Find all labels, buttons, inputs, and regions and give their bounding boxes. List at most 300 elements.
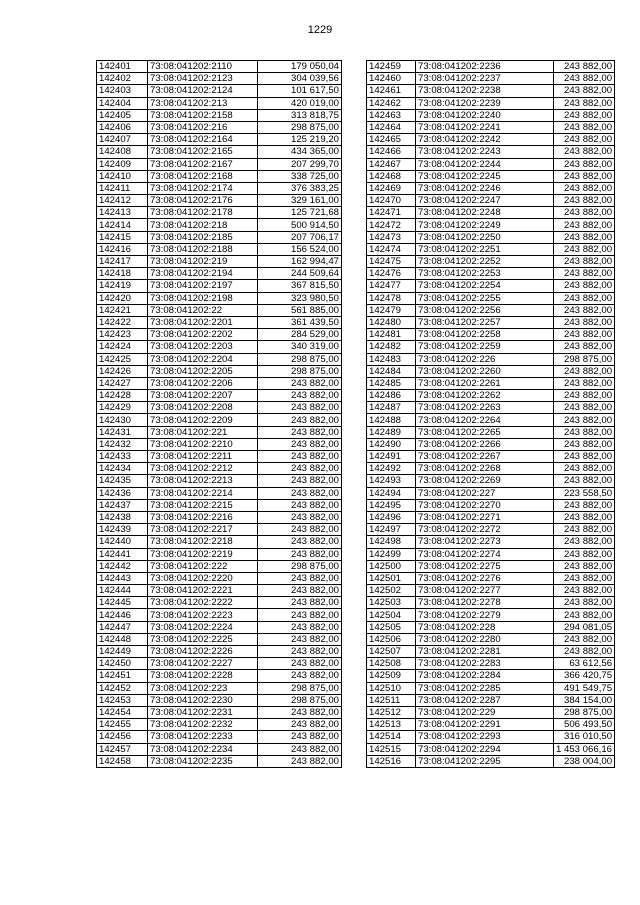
- cadastral-number: 73:08:041202:218: [148, 219, 258, 231]
- row-number: 142441: [97, 548, 148, 560]
- cadastral-number: 73:08:041202:2236: [416, 61, 554, 73]
- cadastral-number: 73:08:041202:2249: [416, 219, 554, 231]
- cadastral-number: 73:08:041202:2213: [148, 475, 258, 487]
- cadastral-number: 73:08:041202:2280: [416, 633, 554, 645]
- table-row: [97, 646, 342, 658]
- table-row: [97, 658, 342, 670]
- table-row: [367, 694, 615, 706]
- table-row: [97, 243, 342, 255]
- amount: 243 882,00: [554, 243, 615, 255]
- table-row: [367, 243, 615, 255]
- table-row: [367, 182, 615, 194]
- row-number: 142436: [97, 487, 148, 499]
- amount: 243 882,00: [554, 548, 615, 560]
- row-number: 142448: [97, 633, 148, 645]
- cadastral-number: 73:08:041202:2255: [416, 292, 554, 304]
- cadastral-number: 73:08:041202:2263: [416, 402, 554, 414]
- table-row: [367, 536, 615, 548]
- table-row: [97, 585, 342, 597]
- cadastral-number: 73:08:041202:2205: [148, 365, 258, 377]
- cadastral-number: 73:08:041202:2243: [416, 146, 554, 158]
- amount: 243 882,00: [258, 487, 342, 499]
- row-number: 142412: [97, 195, 148, 207]
- row-number: 142460: [367, 73, 416, 85]
- row-number: 142446: [97, 609, 148, 621]
- table-row: [367, 426, 615, 438]
- cadastral-number: 73:08:041202:2226: [148, 646, 258, 658]
- cadastral-number: 73:08:041202:2244: [416, 158, 554, 170]
- row-number: 142461: [367, 85, 416, 97]
- amount: 434 365,00: [258, 146, 342, 158]
- table-row: [97, 511, 342, 523]
- row-number: 142468: [367, 170, 416, 182]
- row-number: 142470: [367, 195, 416, 207]
- row-number: 142442: [97, 560, 148, 572]
- cadastral-number: 73:08:041202:2240: [416, 109, 554, 121]
- cadastral-number: 73:08:041202:2284: [416, 670, 554, 682]
- row-number: 142426: [97, 365, 148, 377]
- table-row: [367, 219, 615, 231]
- cadastral-number: 73:08:041202:2257: [416, 316, 554, 328]
- row-number: 142491: [367, 451, 416, 463]
- cadastral-number: 73:08:041202:2291: [416, 719, 554, 731]
- cadastral-number: 73:08:041202:2174: [148, 182, 258, 194]
- table-row: [97, 682, 342, 694]
- table-row: [367, 402, 615, 414]
- row-number: 142408: [97, 146, 148, 158]
- table-row: [367, 304, 615, 316]
- amount: 243 882,00: [554, 438, 615, 450]
- amount: 223 558,50: [554, 487, 615, 499]
- row-number: 142414: [97, 219, 148, 231]
- cadastral-number: 73:08:041202:2246: [416, 182, 554, 194]
- table-row: [367, 438, 615, 450]
- amount: 243 882,00: [554, 329, 615, 341]
- amount: 243 882,00: [258, 536, 342, 548]
- amount: 243 882,00: [554, 73, 615, 85]
- row-number: 142427: [97, 377, 148, 389]
- cadastral-number: 73:08:041202:2277: [416, 585, 554, 597]
- row-number: 142512: [367, 706, 416, 718]
- amount: 243 882,00: [554, 219, 615, 231]
- table-row: [367, 256, 615, 268]
- row-number: 142431: [97, 426, 148, 438]
- table-row: [367, 463, 615, 475]
- table-row: [97, 487, 342, 499]
- cadastral-number: 73:08:041202:2217: [148, 524, 258, 536]
- cadastral-number: 73:08:041202:2165: [148, 146, 258, 158]
- cadastral-number: 73:08:041202:2211: [148, 451, 258, 463]
- table-row: [367, 170, 615, 182]
- amount: 243 882,00: [258, 597, 342, 609]
- row-number: 142479: [367, 304, 416, 316]
- table-row: [97, 609, 342, 621]
- row-number: 142411: [97, 182, 148, 194]
- table-row: [367, 597, 615, 609]
- row-number: 142404: [97, 97, 148, 109]
- cadastral-number: 73:08:041202:2221: [148, 585, 258, 597]
- cadastral-number: 73:08:041202:2239: [416, 97, 554, 109]
- cadastral-number: 73:08:041202:22: [148, 304, 258, 316]
- row-number: 142515: [367, 743, 416, 755]
- table-row: [367, 121, 615, 133]
- table-row: [367, 353, 615, 365]
- table-row: [367, 451, 615, 463]
- amount: 366 420,75: [554, 670, 615, 682]
- row-number: 142409: [97, 158, 148, 170]
- row-number: 142500: [367, 560, 416, 572]
- amount: 376 383,25: [258, 182, 342, 194]
- table-row: [367, 134, 615, 146]
- amount: 243 882,00: [258, 524, 342, 536]
- cadastral-number: 73:08:041202:2214: [148, 487, 258, 499]
- table-row: [367, 146, 615, 158]
- cadastral-number: 73:08:041202:2258: [416, 329, 554, 341]
- table-row: [367, 207, 615, 219]
- table-row: [97, 572, 342, 584]
- table-row: [97, 451, 342, 463]
- amount: 243 882,00: [554, 475, 615, 487]
- cadastral-number: 73:08:041202:2164: [148, 134, 258, 146]
- cadastral-number: 73:08:041202:2247: [416, 195, 554, 207]
- amount: 243 882,00: [554, 402, 615, 414]
- cadastral-number: 73:08:041202:2224: [148, 621, 258, 633]
- cadastral-number: 73:08:041202:2176: [148, 195, 258, 207]
- cadastral-number: 73:08:041202:2220: [148, 572, 258, 584]
- table-row: [97, 73, 342, 85]
- amount: 243 882,00: [258, 511, 342, 523]
- row-number: 142506: [367, 633, 416, 645]
- table-row: [367, 719, 615, 731]
- amount: 156 524,00: [258, 243, 342, 255]
- table-row: [367, 329, 615, 341]
- row-number: 142419: [97, 280, 148, 292]
- cadastral-number: 73:08:041202:2274: [416, 548, 554, 560]
- amount: 316 010,50: [554, 731, 615, 743]
- row-number: 142422: [97, 316, 148, 328]
- cadastral-number: 73:08:041202:2242: [416, 134, 554, 146]
- amount: 243 882,00: [554, 268, 615, 280]
- table-row: [97, 292, 342, 304]
- cadastral-number: 73:08:041202:2238: [416, 85, 554, 97]
- cadastral-number: 73:08:041202:2293: [416, 731, 554, 743]
- row-number: 142476: [367, 268, 416, 280]
- table-row: [97, 85, 342, 97]
- row-number: 142482: [367, 341, 416, 353]
- row-number: 142475: [367, 256, 416, 268]
- table-row: [367, 390, 615, 402]
- table-row: [97, 268, 342, 280]
- table-row: [367, 731, 615, 743]
- amount: 243 882,00: [554, 195, 615, 207]
- cadastral-number: 73:08:041202:2215: [148, 499, 258, 511]
- amount: 243 882,00: [554, 365, 615, 377]
- amount: 298 875,00: [554, 706, 615, 718]
- cadastral-number: 73:08:041202:2198: [148, 292, 258, 304]
- cadastral-number: 73:08:041202:2230: [148, 694, 258, 706]
- amount: 243 882,00: [554, 304, 615, 316]
- row-number: 142457: [97, 743, 148, 755]
- row-number: 142505: [367, 621, 416, 633]
- table-row: [97, 694, 342, 706]
- row-number: 142403: [97, 85, 148, 97]
- cadastral-number: 73:08:041202:2218: [148, 536, 258, 548]
- cadastral-number: 73:08:041202:2267: [416, 451, 554, 463]
- table-row: [367, 609, 615, 621]
- table-row: [367, 377, 615, 389]
- amount: 243 882,00: [554, 207, 615, 219]
- row-number: 142444: [97, 585, 148, 597]
- cadastral-number: 73:08:041202:2241: [416, 121, 554, 133]
- cadastral-number: 73:08:041202:2252: [416, 256, 554, 268]
- cadastral-number: 73:08:041202:228: [416, 621, 554, 633]
- cadastral-number: 73:08:041202:2251: [416, 243, 554, 255]
- table-row: [367, 621, 615, 633]
- cadastral-number: 73:08:041202:2278: [416, 597, 554, 609]
- cadastral-number: 73:08:041202:2295: [416, 755, 554, 767]
- table-row: [367, 548, 615, 560]
- row-number: 142487: [367, 402, 416, 414]
- table-row: [367, 585, 615, 597]
- table-row: [367, 316, 615, 328]
- table-row: [97, 158, 342, 170]
- cadastral-number: 73:08:041202:2225: [148, 633, 258, 645]
- row-number: 142415: [97, 231, 148, 243]
- amount: 243 882,00: [554, 426, 615, 438]
- table-row: [97, 134, 342, 146]
- row-number: 142508: [367, 658, 416, 670]
- row-number: 142490: [367, 438, 416, 450]
- table-row: [97, 280, 342, 292]
- cadastral-number: 73:08:041202:229: [416, 706, 554, 718]
- cadastral-number: 73:08:041202:2285: [416, 682, 554, 694]
- amount: 243 882,00: [554, 633, 615, 645]
- page-number: 1229: [307, 24, 333, 36]
- table-row: [97, 524, 342, 536]
- amount: 243 882,00: [258, 426, 342, 438]
- table-row: [367, 292, 615, 304]
- table-row: [97, 390, 342, 402]
- row-number: 142469: [367, 182, 416, 194]
- table-row: [367, 706, 615, 718]
- amount: 243 882,00: [258, 731, 342, 743]
- amount: 243 882,00: [258, 572, 342, 584]
- amount: 298 875,00: [258, 682, 342, 694]
- cadastral-number: 73:08:041202:2264: [416, 414, 554, 426]
- row-number: 142498: [367, 536, 416, 548]
- row-number: 142439: [97, 524, 148, 536]
- table-row: [367, 511, 615, 523]
- cadastral-number: 73:08:041202:2283: [416, 658, 554, 670]
- table-row: [367, 85, 615, 97]
- amount: 298 875,00: [258, 365, 342, 377]
- cadastral-number: 73:08:041202:2185: [148, 231, 258, 243]
- amount: 243 882,00: [258, 475, 342, 487]
- row-number: 142485: [367, 377, 416, 389]
- amount: 243 882,00: [554, 97, 615, 109]
- row-number: 142464: [367, 121, 416, 133]
- amount: 243 882,00: [258, 463, 342, 475]
- cadastral-number: 73:08:041202:2237: [416, 73, 554, 85]
- row-number: 142513: [367, 719, 416, 731]
- amount: 243 882,00: [554, 85, 615, 97]
- cadastral-number: 73:08:041202:2204: [148, 353, 258, 365]
- row-number: 142489: [367, 426, 416, 438]
- table-row: [97, 536, 342, 548]
- amount: 304 039,56: [258, 73, 342, 85]
- row-number: 142477: [367, 280, 416, 292]
- cadastral-number: 73:08:041202:2123: [148, 73, 258, 85]
- row-number: 142473: [367, 231, 416, 243]
- amount: 243 882,00: [554, 170, 615, 182]
- cadastral-number: 73:08:041202:2262: [416, 390, 554, 402]
- amount: 243 882,00: [554, 316, 615, 328]
- table-row: [367, 682, 615, 694]
- amount: 313 818,75: [258, 109, 342, 121]
- row-number: 142495: [367, 499, 416, 511]
- amount: 243 882,00: [258, 621, 342, 633]
- table-row: [97, 121, 342, 133]
- cadastral-number: 73:08:041202:2265: [416, 426, 554, 438]
- row-number: 142503: [367, 597, 416, 609]
- amount: 298 875,00: [258, 121, 342, 133]
- table-row: [367, 646, 615, 658]
- table-row: [367, 61, 615, 73]
- amount: 243 882,00: [554, 121, 615, 133]
- amount: 243 882,00: [258, 585, 342, 597]
- left-table: [96, 60, 342, 768]
- row-number: 142493: [367, 475, 416, 487]
- amount: 243 882,00: [554, 646, 615, 658]
- amount: 384 154,00: [554, 694, 615, 706]
- table-row: [367, 158, 615, 170]
- amount: 243 882,00: [554, 231, 615, 243]
- cadastral-number: 73:08:041202:2216: [148, 511, 258, 523]
- row-number: 142452: [97, 682, 148, 694]
- amount: 243 882,00: [258, 414, 342, 426]
- table-row: [367, 633, 615, 645]
- table-row: [367, 572, 615, 584]
- amount: 243 882,00: [554, 182, 615, 194]
- table-row: [97, 731, 342, 743]
- cadastral-number: 73:08:041202:2271: [416, 511, 554, 523]
- cadastral-number: 73:08:041202:2206: [148, 377, 258, 389]
- cadastral-number: 73:08:041202:2223: [148, 609, 258, 621]
- amount: 243 882,00: [258, 548, 342, 560]
- amount: 323 980,50: [258, 292, 342, 304]
- cadastral-number: 73:08:041202:2203: [148, 341, 258, 353]
- row-number: 142497: [367, 524, 416, 536]
- table-row: [97, 633, 342, 645]
- cadastral-number: 73:08:041202:2178: [148, 207, 258, 219]
- amount: 125 721,68: [258, 207, 342, 219]
- row-number: 142481: [367, 329, 416, 341]
- row-number: 142435: [97, 475, 148, 487]
- row-number: 142405: [97, 109, 148, 121]
- amount: 238 004,00: [554, 755, 615, 767]
- row-number: 142486: [367, 390, 416, 402]
- amount: 243 882,00: [258, 633, 342, 645]
- amount: 243 882,00: [554, 280, 615, 292]
- row-number: 142474: [367, 243, 416, 255]
- amount: 243 882,00: [258, 499, 342, 511]
- row-number: 142421: [97, 304, 148, 316]
- amount: 243 882,00: [554, 463, 615, 475]
- amount: 491 549,75: [554, 682, 615, 694]
- table-row: [97, 170, 342, 182]
- amount: 243 882,00: [554, 597, 615, 609]
- table-row: [97, 61, 342, 73]
- row-number: 142453: [97, 694, 148, 706]
- amount: 207 299,70: [258, 158, 342, 170]
- amount: 298 875,00: [554, 353, 615, 365]
- cadastral-number: 73:08:041202:2287: [416, 694, 554, 706]
- table-row: [367, 268, 615, 280]
- right-table: [366, 60, 615, 768]
- row-number: 142454: [97, 706, 148, 718]
- table-row: [367, 499, 615, 511]
- table-row: [97, 304, 342, 316]
- row-number: 142488: [367, 414, 416, 426]
- amount: 243 882,00: [554, 134, 615, 146]
- cadastral-number: 73:08:041202:2268: [416, 463, 554, 475]
- amount: 243 882,00: [554, 572, 615, 584]
- row-number: 142465: [367, 134, 416, 146]
- cadastral-number: 73:08:041202:2272: [416, 524, 554, 536]
- table-row: [97, 97, 342, 109]
- cadastral-number: 73:08:041202:2194: [148, 268, 258, 280]
- row-number: 142433: [97, 451, 148, 463]
- cadastral-number: 73:08:041202:2248: [416, 207, 554, 219]
- table-row: [97, 377, 342, 389]
- table-row: [97, 195, 342, 207]
- row-number: 142402: [97, 73, 148, 85]
- table-row: [97, 341, 342, 353]
- row-number: 142445: [97, 597, 148, 609]
- amount: 243 882,00: [258, 743, 342, 755]
- table-row: [97, 438, 342, 450]
- table-row: [97, 499, 342, 511]
- cadastral-number: 73:08:041202:2233: [148, 731, 258, 743]
- cadastral-number: 73:08:041202:2259: [416, 341, 554, 353]
- amount: 207 706,17: [258, 231, 342, 243]
- row-number: 142462: [367, 97, 416, 109]
- cadastral-number: 73:08:041202:2209: [148, 414, 258, 426]
- table-row: [367, 670, 615, 682]
- row-number: 142423: [97, 329, 148, 341]
- row-number: 142413: [97, 207, 148, 219]
- row-number: 142449: [97, 646, 148, 658]
- row-number: 142407: [97, 134, 148, 146]
- amount: 298 875,00: [258, 353, 342, 365]
- table-row: [97, 365, 342, 377]
- cadastral-number: 73:08:041202:227: [416, 487, 554, 499]
- table-row: [97, 329, 342, 341]
- table-row: [367, 280, 615, 292]
- cadastral-number: 73:08:041202:226: [416, 353, 554, 365]
- amount: 243 882,00: [258, 719, 342, 731]
- table-row: [367, 73, 615, 85]
- table-row: [367, 97, 615, 109]
- amount: 243 882,00: [258, 646, 342, 658]
- cadastral-number: 73:08:041202:2197: [148, 280, 258, 292]
- amount: 243 882,00: [554, 524, 615, 536]
- amount: 243 882,00: [554, 451, 615, 463]
- amount: 243 882,00: [554, 109, 615, 121]
- cadastral-number: 73:08:041202:2254: [416, 280, 554, 292]
- table-row: [367, 195, 615, 207]
- amount: 243 882,00: [258, 670, 342, 682]
